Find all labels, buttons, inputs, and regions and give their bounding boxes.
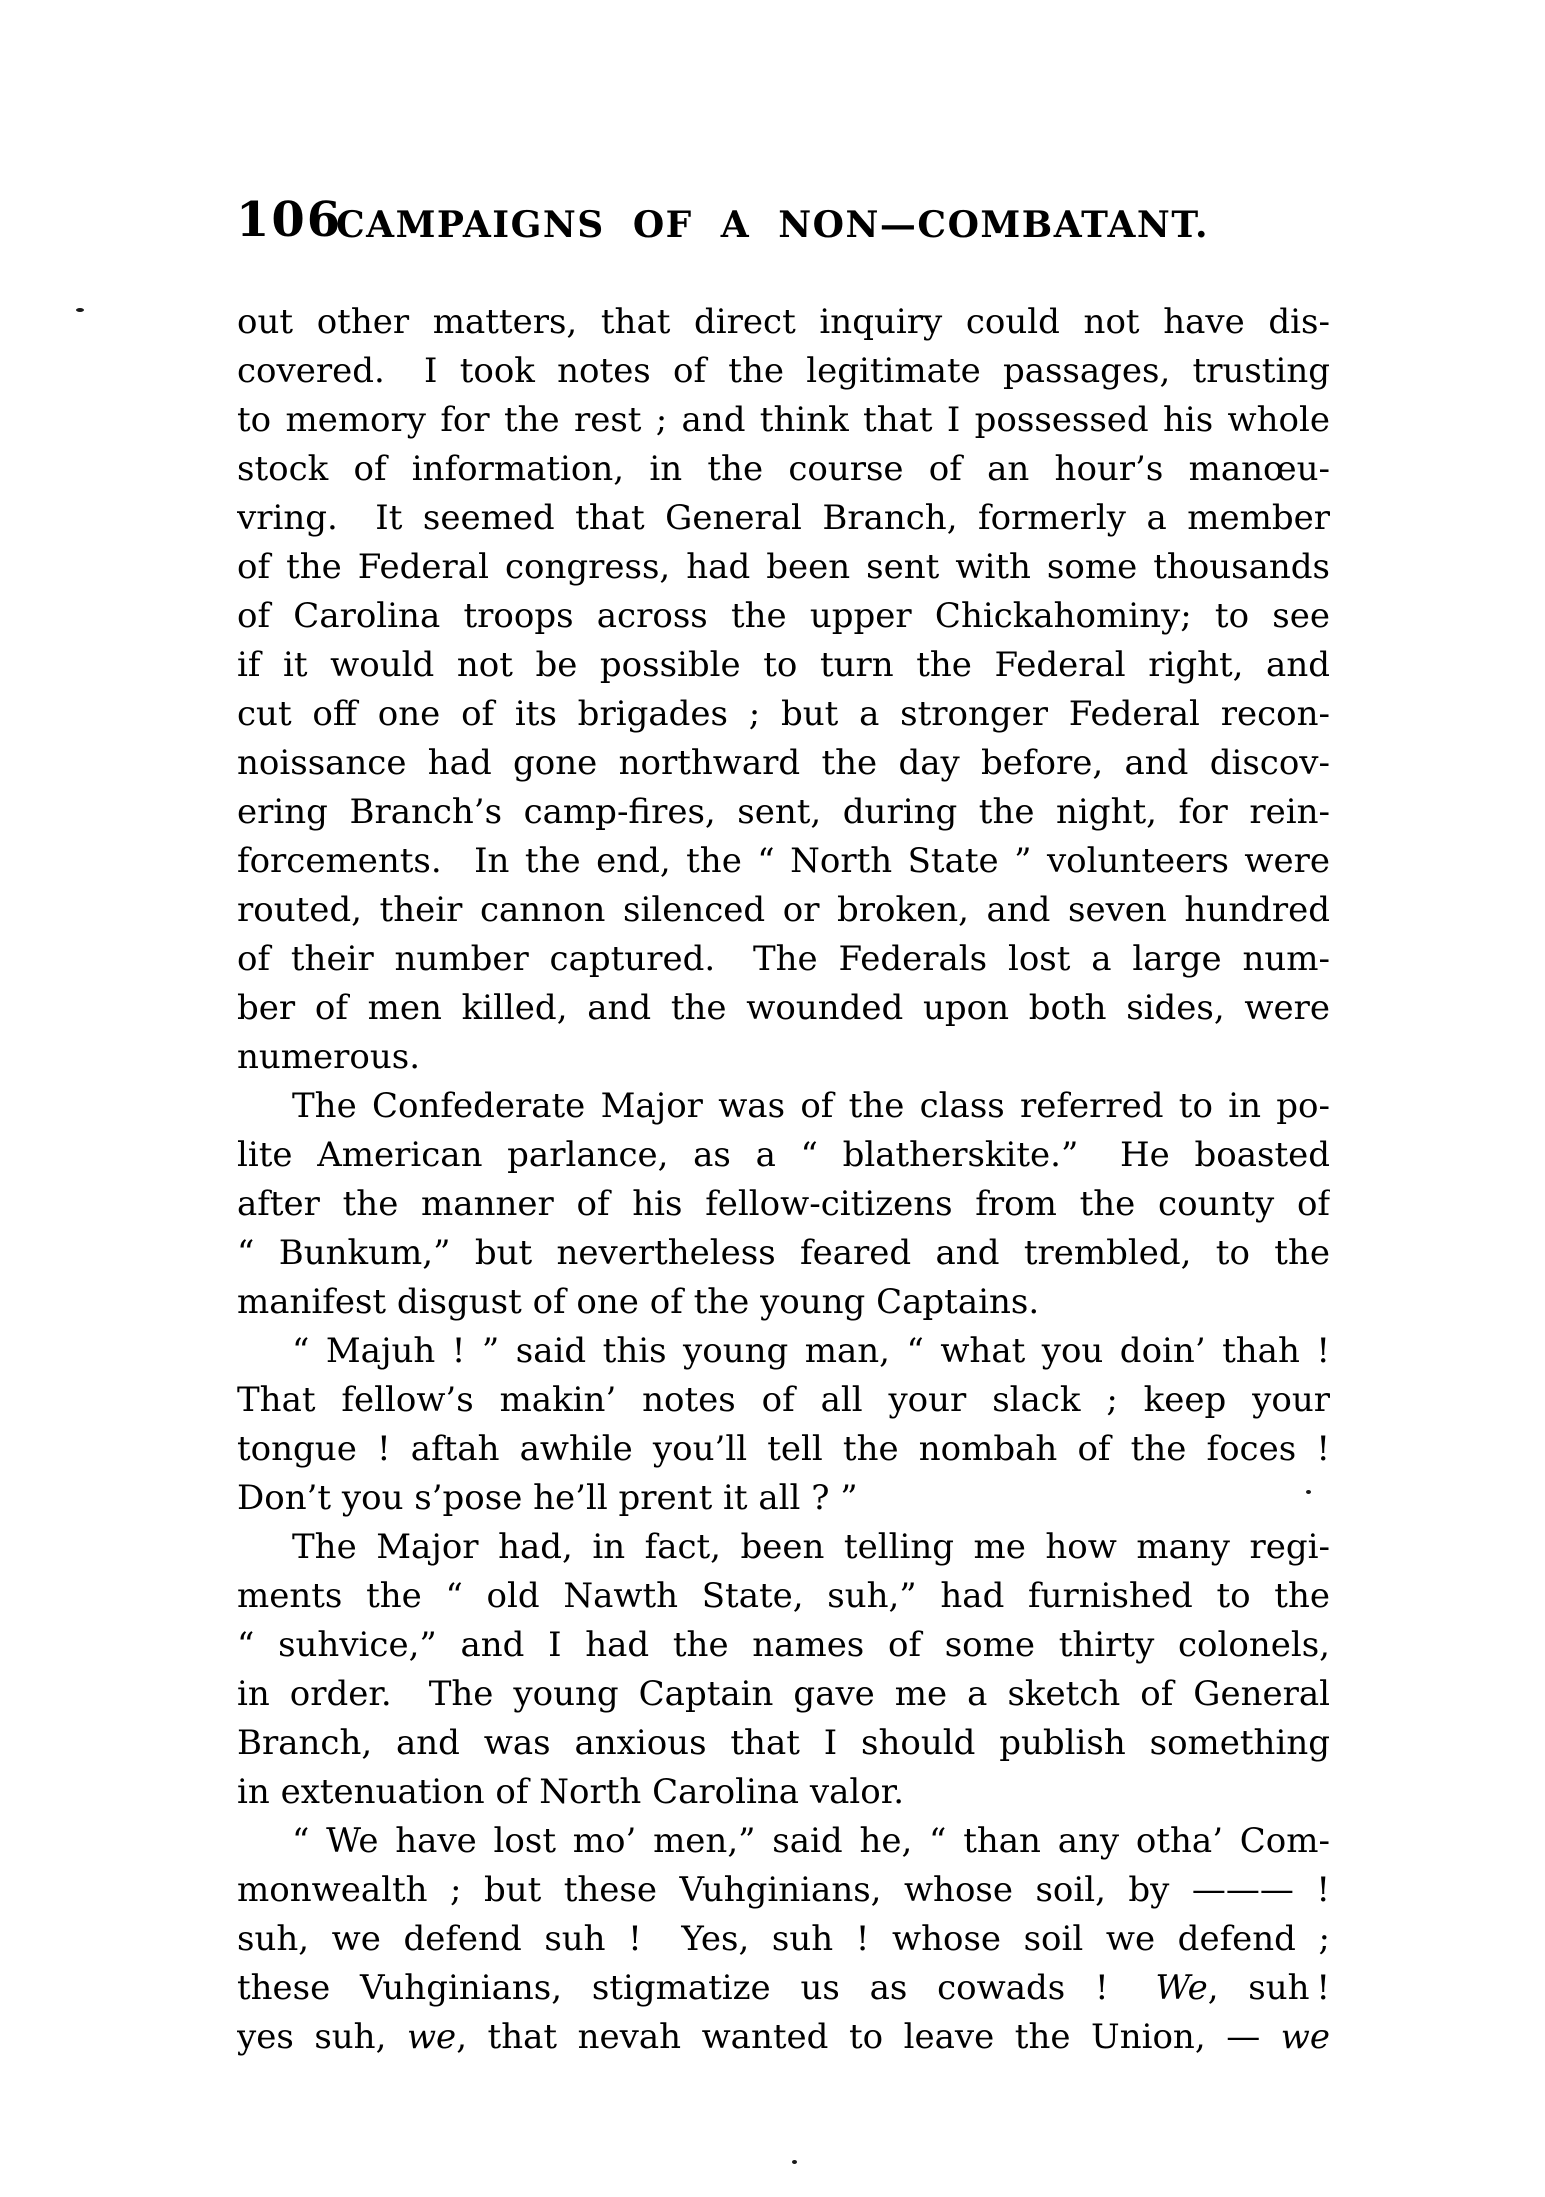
- text-segment: Don’t you s’pose he’ll prent it all ? ”: [237, 1478, 858, 1518]
- running-header-title: CAMPAIGNS OF A NON—COMBATANT.: [335, 204, 1210, 246]
- text-line: [237, 592, 1330, 641]
- text-line: [237, 935, 1330, 984]
- text-line: [237, 739, 1330, 788]
- text-line: [237, 641, 1330, 690]
- text-line: [237, 543, 1330, 592]
- text-segment: ber of men killed, and the wounded upon both sides, were: [237, 988, 1330, 1028]
- text-segment: ments the “ old Nawth State, suh,” had furnished to the: [237, 1576, 1330, 1616]
- text-segment: Branch, and was anxious that I should publish something: [237, 1723, 1330, 1763]
- text-segment: of Carolina troops across the upper Chickahominy; to see: [237, 596, 1330, 636]
- page-number: 106: [236, 192, 343, 248]
- text-line: [237, 837, 1330, 886]
- text-segment: of their number captured. The Federals lost a large num-: [237, 939, 1330, 979]
- text-line: [237, 1131, 1330, 1180]
- scan-speck: [792, 2160, 797, 2164]
- text-line: [237, 396, 1330, 445]
- text-line: [237, 1866, 1330, 1915]
- text-segment: in extenuation of North Carolina valor.: [237, 1772, 905, 1812]
- text-line: [237, 886, 1330, 935]
- text-segment: in order. The young Captain gave me a sketch of General: [237, 1674, 1330, 1714]
- text-segment: vring. It seemed that General Branch, formerly a member: [237, 498, 1330, 538]
- text-line: [237, 1523, 1330, 1572]
- text-segment: , suh !: [1207, 1968, 1330, 2008]
- text-segment: lite American parlance, as a “ blatherskite.” He boasted: [237, 1135, 1330, 1175]
- text-line: [237, 1768, 1330, 1817]
- text-line: [237, 984, 1330, 1033]
- text-line: [237, 494, 1330, 543]
- text-line: [237, 1572, 1330, 1621]
- text-line: [237, 690, 1330, 739]
- text-segment: “ Bunkum,” but nevertheless feared and trembled, to the: [237, 1233, 1330, 1273]
- text-line: [237, 1376, 1330, 1425]
- text-line: [237, 1327, 1330, 1376]
- text-segment: tongue ! aftah awhile you’ll tell the nombah of the foces !: [237, 1429, 1330, 1469]
- text-line: [237, 445, 1330, 494]
- text-line: [237, 788, 1330, 837]
- text-segment: suh, we defend suh ! Yes, suh ! whose soil we defend ;: [237, 1919, 1330, 1959]
- text-line: [237, 298, 1330, 347]
- italic-text: we: [406, 2017, 457, 2057]
- text-segment: numerous.: [237, 1037, 421, 1077]
- text-segment: “ We have lost mo’ men,” said he, “ than any otha’ Com-: [292, 1821, 1330, 1861]
- text-segment: forcements. In the end, the “ North State ” volunteers were: [237, 841, 1330, 881]
- text-segment: noissance had gone northward the day before, and discov-: [237, 743, 1330, 783]
- text-line: [237, 1474, 1330, 1523]
- text-segment: monwealth ; but these Vuhginians, whose soil, by ——— !: [237, 1870, 1330, 1910]
- text-segment: yes suh,: [237, 2017, 407, 2057]
- italic-text: we: [1280, 2017, 1330, 2057]
- text-segment: manifest disgust of one of the young Captains.: [237, 1282, 1040, 1322]
- text-segment: routed, their cannon silenced or broken, and seven hundred: [237, 890, 1330, 930]
- text-segment: cut off one of its brigades ; but a stronger Federal recon-: [237, 694, 1330, 734]
- text-line: [237, 1425, 1330, 1474]
- text-segment: That fellow’s makin’ notes of all your slack ; keep your: [237, 1380, 1330, 1420]
- text-segment: “ Majuh ! ” said this young man, “ what you doin’ thah !: [292, 1331, 1330, 1371]
- text-line: [237, 1033, 1330, 1082]
- text-line: [237, 1180, 1330, 1229]
- text-line: [237, 1817, 1330, 1866]
- scan-speck: [76, 308, 84, 312]
- text-block: [237, 298, 1330, 2062]
- text-segment: of the Federal congress, had been sent with some thousands: [237, 547, 1330, 587]
- text-segment: out other matters, that direct inquiry could not have dis-: [237, 302, 1330, 342]
- text-segment: to memory for the rest ; and think that I possessed his whole: [237, 400, 1330, 440]
- text-segment: ering Branch’s camp-fires, sent, during the night, for rein-: [237, 792, 1330, 832]
- text-line: [237, 1229, 1330, 1278]
- text-segment: covered. I took notes of the legitimate passages, trusting: [237, 351, 1330, 391]
- text-line: [237, 1278, 1330, 1327]
- italic-text: We: [1155, 1968, 1208, 2008]
- text-segment: “ suhvice,” and I had the names of some thirty colonels,: [237, 1625, 1330, 1665]
- text-line: [237, 1719, 1330, 1768]
- text-line: [237, 347, 1330, 396]
- text-line: [237, 1082, 1330, 1131]
- text-line: [237, 1915, 1330, 1964]
- text-segment: The Major had, in fact, been telling me how many regi-: [292, 1527, 1330, 1567]
- scan-speck: [1306, 1490, 1311, 1494]
- text-line: [237, 2013, 1330, 2062]
- text-segment: after the manner of his fellow-citizens from the county of: [237, 1184, 1330, 1224]
- text-segment: if it would not be possible to turn the Federal right, and: [237, 645, 1330, 685]
- text-segment: , that nevah wanted to leave the Union, —: [456, 2017, 1281, 2057]
- text-line: [237, 1964, 1330, 2013]
- text-segment: stock of information, in the course of an hour’s manœu-: [237, 449, 1330, 489]
- text-line: [237, 1670, 1330, 1719]
- text-segment: these Vuhginians, stigmatize us as cowads !: [237, 1968, 1156, 2008]
- text-segment: The Confederate Major was of the class referred to in po-: [292, 1086, 1330, 1126]
- text-line: [237, 1621, 1330, 1670]
